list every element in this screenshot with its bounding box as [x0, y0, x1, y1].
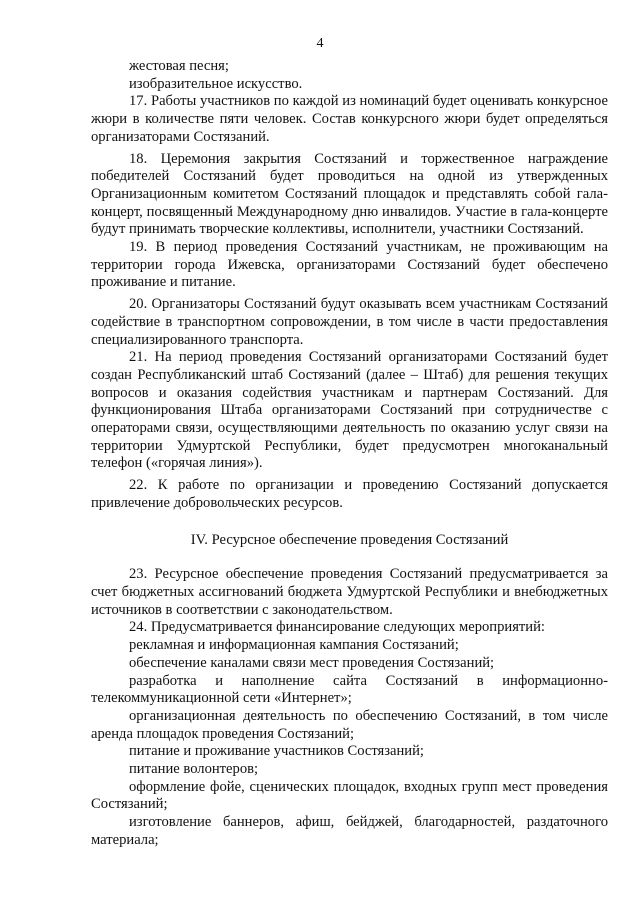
page-number: 4 — [316, 36, 324, 51]
paragraph: 17. Работы участников по каждой из номинаций будет оценивать конкурсное жюри в количестве пяти человек. Состав конкурсного жюри будет определяться организаторами Состязаний. — [91, 93, 608, 145]
list-item: питание волонтеров; — [129, 761, 259, 778]
document-body — [91, 58, 608, 850]
paragraph: 23. Ресурсное обеспечение проведения Состязаний предусматривается за счет бюджетных ассигнований бюджета Удмуртской Республики и внебюджетных источников в соответствии с законодательством. — [91, 566, 608, 618]
paragraph: 21. На период проведения Состязаний организаторами Состязаний будет создан Республиканский штаб Состязаний (далее – Штаб) для решения текущих вопросов и оказания содействия участникам и партнерам Состязаний. Для функционирования Штаба организаторами Состязаний при сотрудничестве с операторами связи, осуществляющими деятельность по оказанию услуг связи на территории Удмуртской Республики, будет предусмотрен многоканальный телефон («горячая линия»). — [91, 349, 608, 472]
paragraph: 24. Предусматривается финансирование следующих мероприятий: — [129, 619, 545, 636]
list-item: оформление фойе, сценических площадок, входных групп мест проведения Состязаний; — [91, 778, 608, 813]
list-item: питание и проживание участников Состязаний; — [129, 743, 424, 760]
section-heading: IV. Ресурсное обеспечение проведения Состязаний — [190, 531, 509, 548]
list-item: разработка и наполнение сайта Состязаний в информационно-телекоммуникационной сети «Интернет»; — [91, 672, 608, 707]
list-item: обеспечение каналами связи мест проведения Состязаний; — [129, 654, 495, 671]
paragraph: 18. Церемония закрытия Состязаний и торжественное награждение победителей Состязаний будет проводиться на одной из утвержденных Организационным комитетом Состязаний площадок и представлять собой гала-концерт, посвященный Международному дню инвалидов. Участие в гала-концерте будут принимать творческие коллективы, исполнители, участники Состязаний. — [91, 150, 608, 238]
list-item: организационная деятельность по обеспечению Состязаний, в том числе аренда площадок проведения Состязаний; — [91, 707, 608, 742]
paragraph: 20. Организаторы Состязаний будут оказывать всем участникам Состязаний содействие в транспортном сопровождении, в том числе в части предоставления специализированного транспорта. — [91, 296, 608, 348]
list-item: рекламная и информационная кампания Состязаний; — [129, 637, 459, 654]
paragraph: 19. В период проведения Состязаний участникам, не проживающим на территории города Ижевска, организаторами Состязаний будет обеспечено проживание и питание. — [91, 239, 608, 291]
paragraph: 22. К работе по организации и проведению Состязаний допускается привлечение добровольческих ресурсов. — [91, 477, 608, 511]
paragraph: жестовая песня; — [129, 58, 229, 74]
paragraph: изобразительное искусство. — [129, 75, 303, 92]
list-item: изготовление баннеров, афиш, бейджей, благодарностей, раздаточного материала; — [91, 814, 608, 848]
